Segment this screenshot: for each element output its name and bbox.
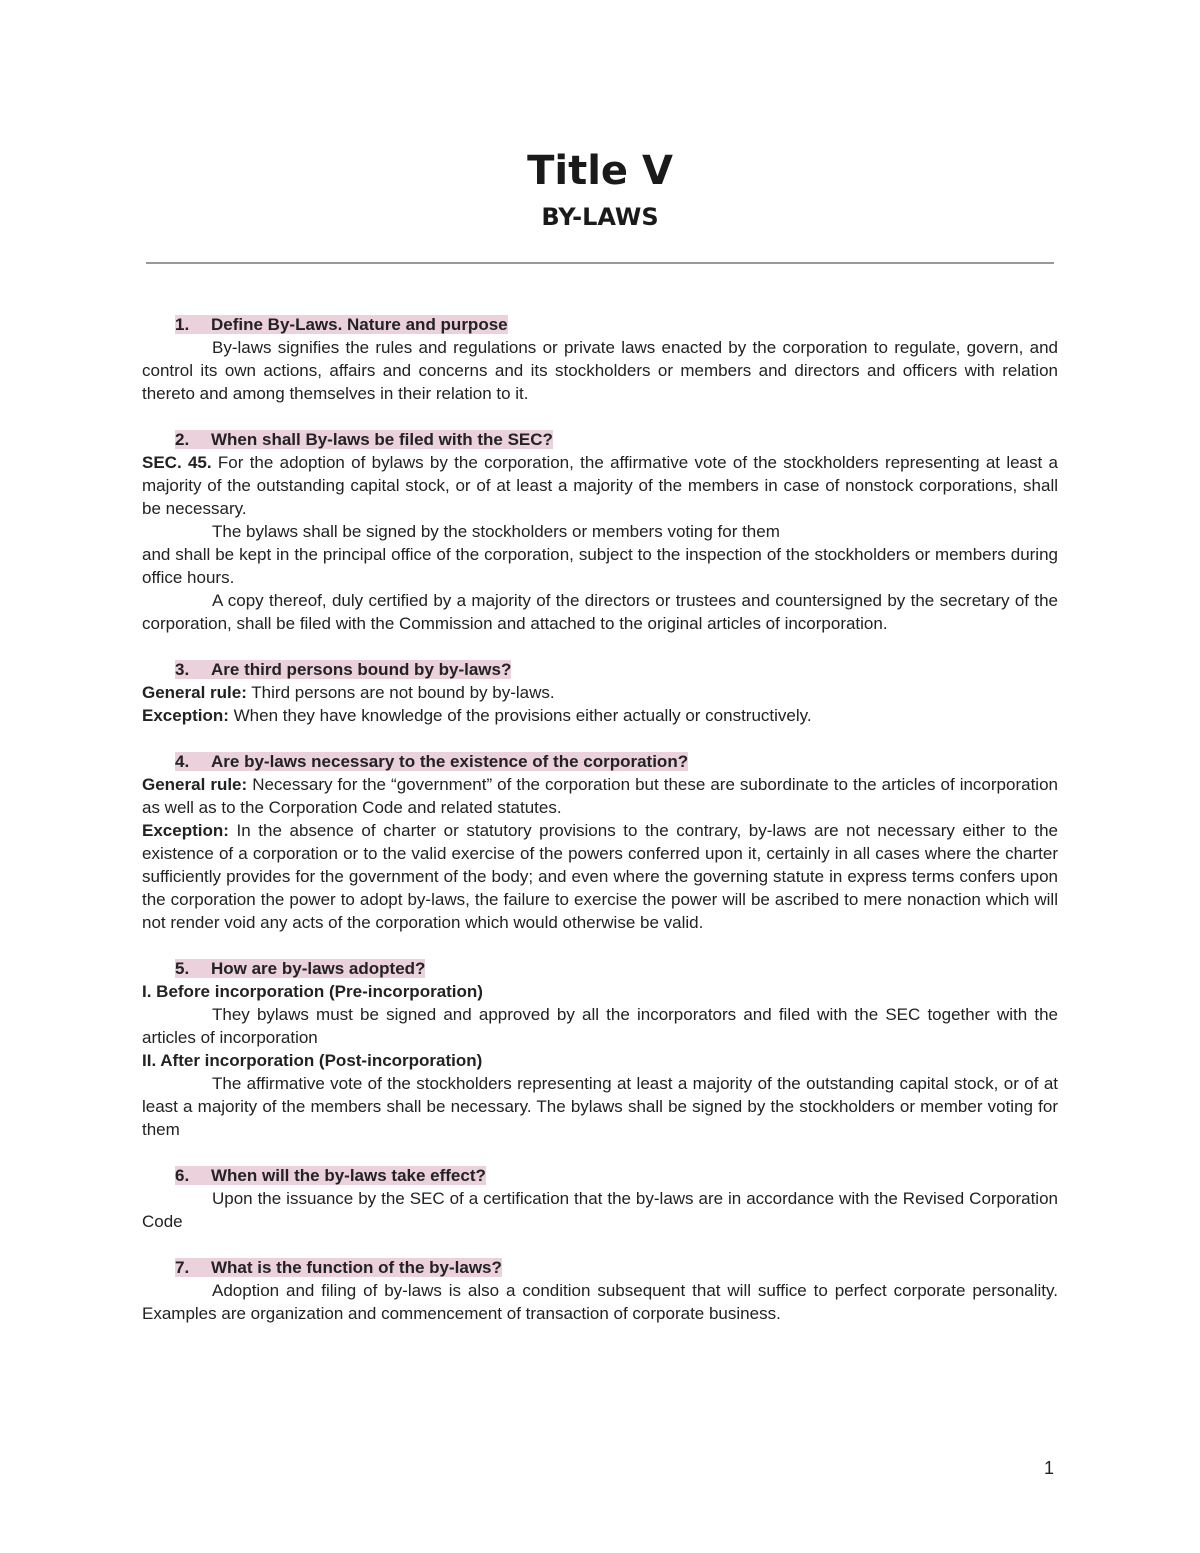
paragraph-text: When they have knowledge of the provisions either actually or constructively.: [228, 706, 812, 725]
question-highlight: [175, 315, 508, 334]
paragraph: The affirmative vote of the stockholders representing at least a majority of the outstanding capital stock, or of at least a majority of the members shall be necessary. The bylaws shall be signed by the stockholders or member voting for them: [142, 1074, 1058, 1139]
exception-paragraph: [142, 819, 1058, 934]
general-rule-label: General rule:: [142, 775, 248, 794]
question-heading: [175, 1164, 1058, 1187]
question-highlight: [175, 660, 511, 679]
section-1: [142, 313, 1058, 405]
section-5: [142, 957, 1058, 1141]
section-7: [142, 1256, 1058, 1325]
paragraph: The bylaws shall be signed by the stockholders or members voting for them: [212, 522, 780, 541]
question-text: Define By-Laws. Nature and purpose: [211, 315, 508, 334]
paragraph: Upon the issuance by the SEC of a certification that the by-laws are in accordance with the Revised Corporation Code: [142, 1189, 1058, 1231]
exception-paragraph: [142, 704, 1058, 727]
question-highlight: [175, 752, 688, 771]
question-heading: [175, 313, 1058, 336]
document-subtitle: BY-LAWS: [541, 203, 659, 231]
question-number: 7.: [175, 1258, 190, 1277]
question-text: Are by-laws necessary to the existence of the corporation?: [211, 752, 689, 771]
section-6: [142, 1164, 1058, 1233]
horizontal-divider: [146, 262, 1054, 264]
paragraph: Adoption and filing of by-laws is also a condition subsequent that will suffice to perfect corporate personality. Examples are organization and commencement of transaction of corporate business.: [142, 1281, 1058, 1323]
question-number: 6.: [175, 1166, 190, 1185]
section-4: [142, 750, 1058, 934]
paragraph: A copy thereof, duly certified by a majority of the directors or trustees and countersigned by the secretary of the corporation, shall be filed with the Commission and attached to the original articles of incorporation.: [142, 591, 1058, 633]
question-number: 4.: [175, 752, 190, 771]
question-highlight: [175, 430, 553, 449]
question-text: Are third persons bound by by-laws?: [211, 660, 512, 679]
exception-label: Exception:: [142, 706, 229, 725]
section-3: [142, 658, 1058, 727]
question-number: 3.: [175, 660, 190, 679]
question-number: 5.: [175, 959, 190, 978]
question-highlight: [175, 1166, 486, 1185]
paragraph: They bylaws must be signed and approved by all the incorporators and filed with the SEC together with the articles of incorporation: [142, 1005, 1058, 1047]
general-rule-paragraph: [142, 681, 1058, 704]
general-rule-label: General rule:: [142, 683, 247, 702]
section-2: [142, 428, 1058, 635]
paragraph-text: Third persons are not bound by by-laws.: [246, 683, 555, 702]
document-body: [142, 313, 1058, 1348]
question-number: 2.: [175, 430, 190, 449]
question-highlight: [175, 959, 425, 978]
exception-label: Exception:: [142, 821, 229, 840]
question-heading: [175, 1256, 1058, 1279]
question-heading: [175, 750, 1058, 773]
question-heading: [175, 428, 1058, 451]
document-title: Title V: [527, 148, 673, 194]
section-reference-label: SEC. 45.: [142, 453, 212, 472]
paragraph: By-laws signifies the rules and regulations or private laws enacted by the corporation to regulate, govern, and control its own actions, affairs and concerns and its stockholders or members and directors and officers with relation thereto and among themselves in their relation to it.: [142, 338, 1058, 403]
paragraph: [142, 451, 1058, 520]
question-heading: [175, 957, 1058, 980]
paragraph-text: Necessary for the “government” of the corporation but these are subordinate to the articles of incorporation as well as to the Corporation Code and related statutes.: [142, 775, 1058, 817]
subheading: I. Before incorporation (Pre-incorporation): [142, 982, 483, 1001]
page-number: 1: [1044, 1458, 1055, 1478]
question-heading: [175, 658, 1058, 681]
paragraph-text: For the adoption of bylaws by the corporation, the affirmative vote of the stockholders representing at least a majority of the outstanding capital stock, or of at least a majority of the members in case of nonstock corporations, shall be necessary.: [142, 453, 1058, 518]
paragraph-text: In the absence of charter or statutory provisions to the contrary, by-laws are not necessary either to the existence of a corporation or to the valid exercise of the powers conferred upon it, certainly in all cases where the charter sufficiently provides for the government of the body; and even where the governing statute in express terms confers upon the corporation the power to adopt by-laws, the failure to exercise the power will be ascribed to mere nonaction which will not render void any acts of the corporation which would otherwise be valid.: [142, 821, 1058, 932]
question-text: When will the by-laws take effect?: [211, 1166, 486, 1185]
question-text: When shall By-laws be filed with the SEC?: [211, 430, 553, 449]
question-highlight: [175, 1258, 502, 1277]
paragraph: and shall be kept in the principal office of the corporation, subject to the inspection of the stockholders or members during office hours.: [142, 545, 1058, 587]
general-rule-paragraph: [142, 773, 1058, 819]
question-text: What is the function of the by-laws?: [211, 1258, 502, 1277]
subheading: II. After incorporation (Post-incorporation): [142, 1051, 483, 1070]
question-number: 1.: [175, 315, 190, 334]
question-text: How are by-laws adopted?: [211, 959, 426, 978]
